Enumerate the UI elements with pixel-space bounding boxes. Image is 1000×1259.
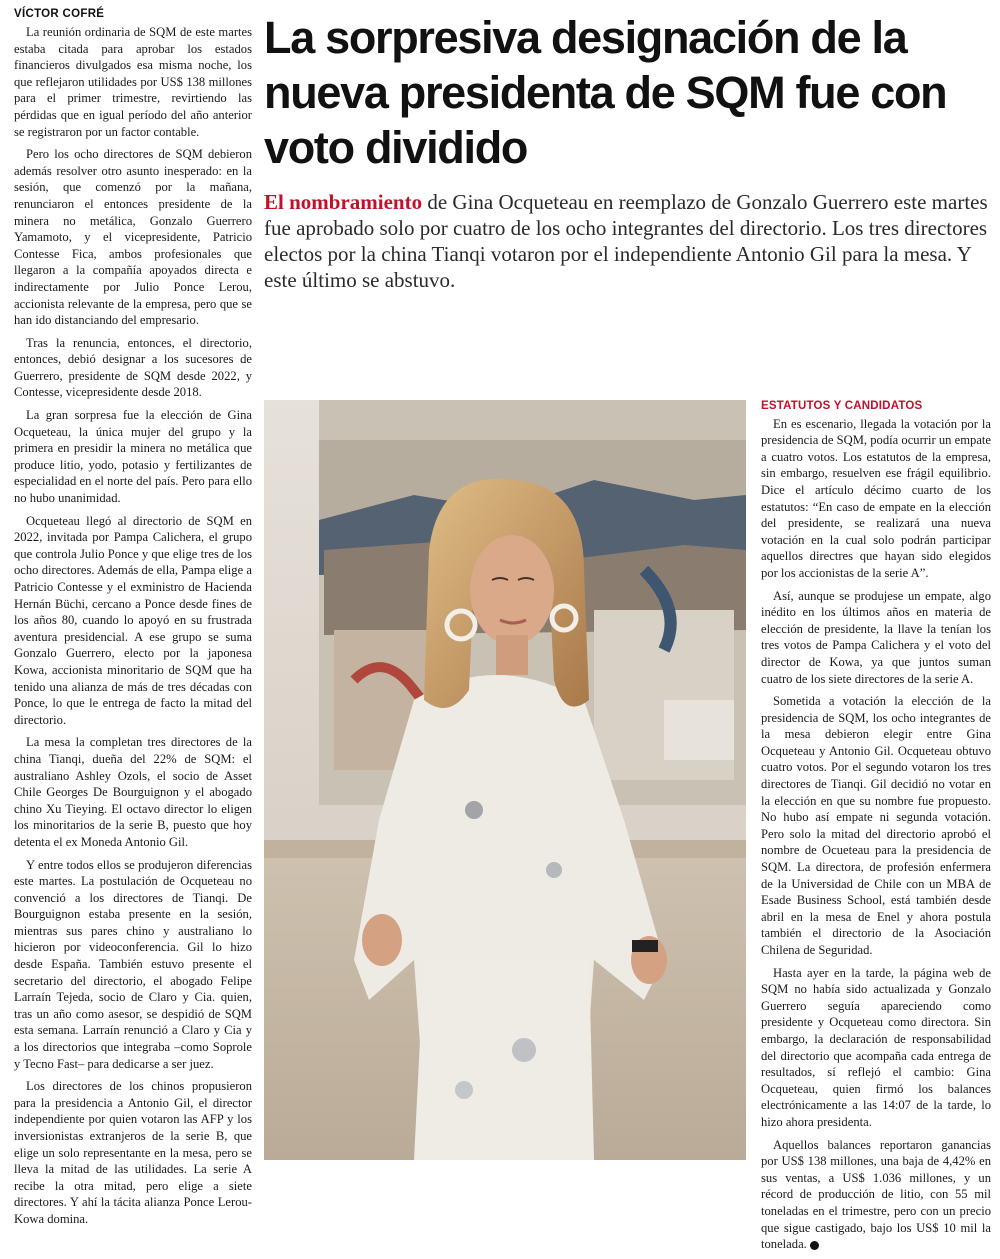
section-title: ESTATUTOS Y CANDIDATOS bbox=[761, 400, 923, 412]
paragraph: La mesa la completan tres directores de la china Tianqi, dueña del 22% de SQM: el australiano Ashley Ozols, el socio de Asset Chile Georges De Bourguignon y el abogado chino Xu Tieying. El octavo director lo eligen los minoritarios de la serie B, puesto que hoy detenta el ex Moneda Antonio Gil. bbox=[14, 735, 252, 849]
paragraph: Y entre todos ellos se produjeron diferencias este martes. La postulación de Ocqueteau no convenció a los directores de Tianqi. De Bourguignon estaba presente en la sesión, mientras sus pares chino y australiano lo hicieron por videoconferencia. Gil lo hizo desde España. También estuvo presente el secretario del directorio, el abogado Felipe Larraín Tejeda, socio de Claro y Cia. quien, tras un año como asesor, se despidió de SQM esta semana. Larraín renunció a Claro y Cia y a los directorios que integraba –como Soprole y Tecno Fast– para dedicarse a ser juez. bbox=[14, 857, 252, 1071]
author-byline: VÍCTOR COFRÉ bbox=[14, 8, 105, 20]
left-column bbox=[14, 24, 252, 1234]
paragraph: Así, aunque se produjese un empate, algo inédito en los últimos años en materia de elección de presidente, la llave la tenían los tres votos de Pampa Calichera y el voto del director de Kowa, ya que juntos suman cuatro de los siete directores de la serie A. bbox=[761, 588, 991, 686]
paragraph: Pero los ocho directores de SQM debieron además resolver otro asunto inesperado: en la sesión, que comenzó por la mañana, renunciaron el entonces presidente de la minera no metálica, Gonzalo Guerrero Yamamoto, y el vicepresidente, Patricio Contesse Fica, ambos profesionales que llegaron a la compañía apoyados directa e indirectamente por Julio Ponce Lerou, accionista relevante de la empresa, pero que se han ido distanciando del empresario. bbox=[14, 147, 252, 328]
paragraph: La reunión ordinaria de SQM de este martes estaba citada para aprobar los estados financieros divulgados esa misma noche, los que reflejaron utilidades por US$ 138 millones para el primer trimestre, revirtiendo las pérdidas que en igual período del año anterior se registraron por un factor contable. bbox=[14, 25, 252, 139]
right-column bbox=[761, 398, 991, 1259]
paragraph: Los directores de los chinos propusieron para la presidencia a Antonio Gil, el director independiente por quien votaron las AFP y los inversionistas extranjeros de la serie B, que elige un solo representante en la mesa, pero se lleva la mitad de las utilidades. La serie A recibe la otra mitad, pero elige a siete directores. Y ahí la tácita alianza Ponce Lerou-Kowa domina. bbox=[14, 1079, 252, 1226]
paragraph: En es escenario, llegada la votación por la presidencia de SQM, podía ocurrir un empate a cuatro votos. Los estatutos de la empresa, sin embargo, resuelven ese frágil equilibrio. Dice el artículo décimo cuarto de los estatutos: “En caso de empate en la elección del presidente, se realizará una nueva votación en la cual solo podrán participar aquellos directres que hayan sido elegidos por los accionistas de la serie A”. bbox=[761, 416, 991, 580]
portrait-photo bbox=[264, 400, 746, 1160]
portrait-illustration bbox=[264, 400, 746, 1160]
end-mark-icon: P bbox=[810, 1241, 819, 1250]
paragraph: Ocqueteau llegó al directorio de SQM en 2022, invitada por Pampa Calichera, el grupo que controla Julio Ponce y que elige tres de los ocho directores. Además de ella, Pampa elige a Patricio Contesse y el exministro de Hacienda Hernán Büchi, cercano a Ponce desde fines de los años 80, cuando lo apoyó en su frustrada aventura presidencial. A ese grupo se suma Gonzalo Guerrero, electo por la japonesa Kowa, accionista minoritario de SQM que ha tenido una alianza de más de tres décadas con Ponce, lo que le entrega de facto la mitad del directorio. bbox=[14, 513, 252, 727]
paragraph: La gran sorpresa fue la elección de Gina Ocqueteau, la única mujer del grupo y la primera en presidir la minera no metálica que produce litio, yodo, potasio y fertilizantes de especialidad en el norte del país. Pero para ello no hubo unanimidad. bbox=[14, 408, 252, 506]
lead-paragraph bbox=[264, 189, 988, 293]
paragraph: Tras la renuncia, entonces, el directorio, entonces, debió designar a los sucesores de Guerrero, presidente de SQM desde 2022, y Contesse, vicepresidente desde 2018. bbox=[14, 335, 252, 400]
paragraph bbox=[761, 1137, 991, 1253]
headline: La sorpresiva designación de la nueva presidenta de SQM fue con voto dividido bbox=[264, 12, 947, 173]
lead-text: de Gina Ocqueteau en reemplazo de Gonzalo Guerrero este martes fue aprobado solo por cuatro de los ocho integrantes del directorio. Los tres directores electos por la china Tianqi votaron por el independiente Antonio Gil para la mesa. Y este último se abstuvo. bbox=[264, 190, 988, 292]
paragraph: Hasta ayer en la tarde, la página web de SQM no había sido actualizada y Gonzalo Guerrero seguía apareciendo como presidente y Ocqueteau como directora. Sin embargo, la declaración de responsabilidad del directorio que acompaña cada entrega de resultados, sí reflejó el cambio: Gina Ocqueteau, quien firmó los balances electrónicamente a las 14:07 de la tarde, lo hizo ahora presidenta. bbox=[761, 965, 991, 1129]
paragraph: Sometida a votación la elección de la presidencia de SQM, los ocho integrantes de la mesa debieron elegir entre Gina Ocqueteau y Antonio Gil. Ocqueteau obtuvo cuatro votos. Por el segundo votaron los tres directores de Tianqi. Gil decidió no votar en la elección en que su nombre fue propuesto. No hubo así empate ni segunda votación. Pero solo la mitad del directorio aprobó el nombre de Ocueteau para la presidencia de SQM. La directora, de profesión enfermera de la Universidad de Chile con un MBA de Esade Business School, está también desde abril en la mesa de Enel y ahora postula también el directorio de la Asociación Chilena de Seguridad. bbox=[761, 694, 991, 957]
paragraph-text: Aquellos balances reportaron ganancias por US$ 138 millones, una baja de 4,42% en sus ventas, a US$ 1.036 millones, y un récord de producción de litio, con 55 mil toneladas en el trimestre, pero con un precio que sigue castigado, bajo los US$ 10 mil la tonelada. bbox=[761, 1137, 991, 1252]
lead-kicker: El nombramiento bbox=[264, 190, 423, 214]
